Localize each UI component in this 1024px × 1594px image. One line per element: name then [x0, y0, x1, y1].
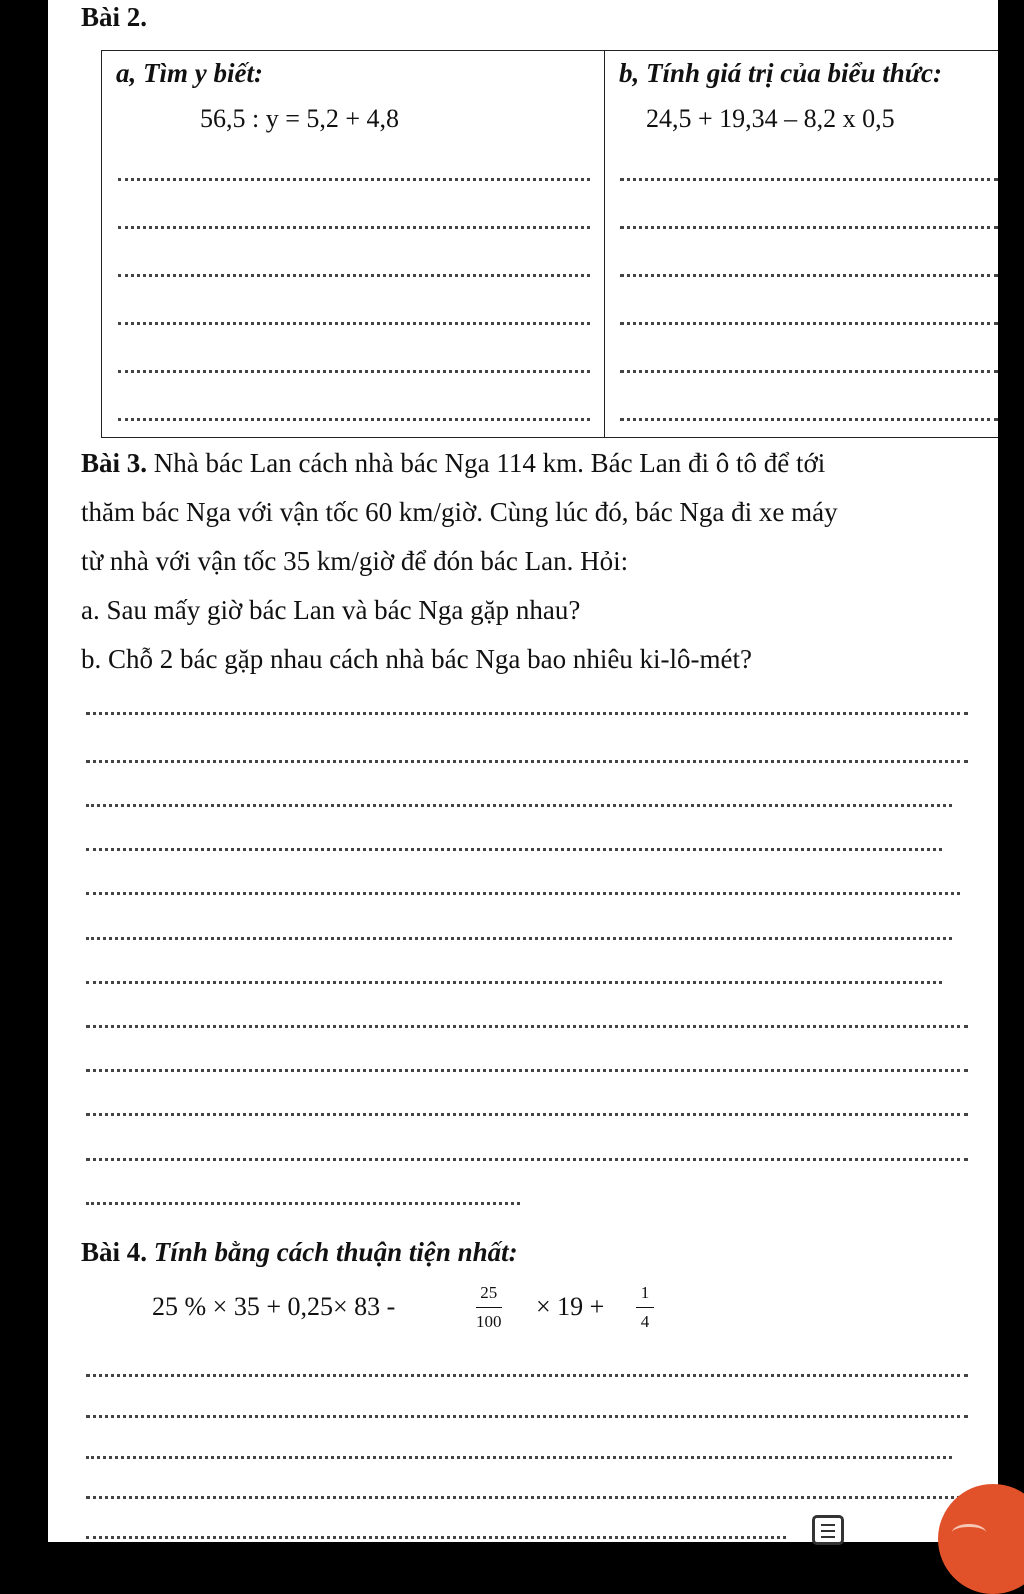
bai3-line1-text: Nhà bác Lan cách nhà bác Nga 114 km. Bác Lan đi ô tô để tới	[153, 448, 826, 478]
bai3-question-a: a. Sau mấy giờ bác Lan và bác Nga gặp nhau?	[81, 595, 581, 625]
menu-list-icon[interactable]	[812, 1515, 844, 1545]
bai2-table-divider	[604, 50, 605, 438]
fraction-denominator: 4	[640, 1312, 650, 1331]
fab-icon	[952, 1524, 986, 1541]
bai3-line2: thăm bác Nga với vận tốc 60 km/giờ. Cùng lúc đó, bác Nga đi xe máy	[81, 497, 838, 527]
answer-line	[86, 1496, 968, 1499]
answer-line	[86, 892, 960, 895]
bai4-fraction-1	[476, 1283, 502, 1332]
answer-line	[86, 848, 942, 851]
answer-line	[620, 226, 998, 229]
answer-line	[86, 804, 952, 807]
bai2-part-a-title: a, Tìm y biết:	[116, 58, 263, 88]
bai3-line3: từ nhà với vận tốc 35 km/giờ để đón bác Lan. Hỏi:	[81, 546, 629, 576]
bai3-question-b: b. Chỗ 2 bác gặp nhau cách nhà bác Nga bao nhiêu ki-lô-mét?	[81, 644, 753, 674]
answer-line	[620, 418, 998, 421]
answer-line	[118, 370, 590, 373]
bai3-line1	[81, 448, 825, 479]
answer-line	[86, 1158, 968, 1161]
answer-line	[86, 1069, 968, 1072]
answer-line	[86, 1456, 952, 1459]
answer-line	[86, 937, 952, 940]
answer-line	[86, 1374, 968, 1377]
fraction-denominator: 100	[476, 1312, 502, 1331]
bai2-heading: Bài 2.	[81, 2, 148, 32]
answer-line	[118, 178, 590, 181]
bai4-title: Tính bằng cách thuận tiện nhất:	[153, 1237, 518, 1267]
answer-line	[118, 418, 590, 421]
fraction-numerator: 1	[640, 1283, 650, 1302]
answer-line	[86, 981, 942, 984]
worksheet-page	[48, 0, 998, 1542]
bai4-title-line	[81, 1237, 518, 1268]
answer-line	[620, 322, 998, 325]
bai2-part-a-expression: 56,5 : y = 5,2 + 4,8	[200, 104, 400, 133]
answer-line	[86, 1025, 968, 1028]
bai4-fraction-2	[636, 1283, 654, 1332]
answer-line	[86, 760, 968, 763]
answer-line	[620, 178, 998, 181]
fraction-numerator: 25	[480, 1283, 498, 1302]
bai4-expr-part1: 25 % × 35 + 0,25× 83 -	[152, 1292, 396, 1321]
answer-line	[118, 322, 590, 325]
answer-line	[620, 274, 998, 277]
answer-line	[118, 274, 590, 277]
answer-line	[86, 1536, 786, 1539]
bai2-part-b-title: b, Tính giá trị của biểu thức:	[619, 58, 942, 88]
answer-line	[620, 370, 998, 373]
answer-line	[86, 1113, 968, 1116]
answer-line	[86, 712, 968, 715]
bai4-expr-part2: × 19 +	[536, 1292, 605, 1321]
answer-line	[86, 1415, 968, 1418]
bai4-heading: Bài 4.	[81, 1237, 148, 1267]
answer-line	[118, 226, 590, 229]
bai2-part-b-expression: 24,5 + 19,34 – 8,2 x 0,5	[646, 104, 895, 133]
answer-line	[86, 1202, 520, 1205]
bai3-heading: Bài 3.	[81, 448, 148, 478]
